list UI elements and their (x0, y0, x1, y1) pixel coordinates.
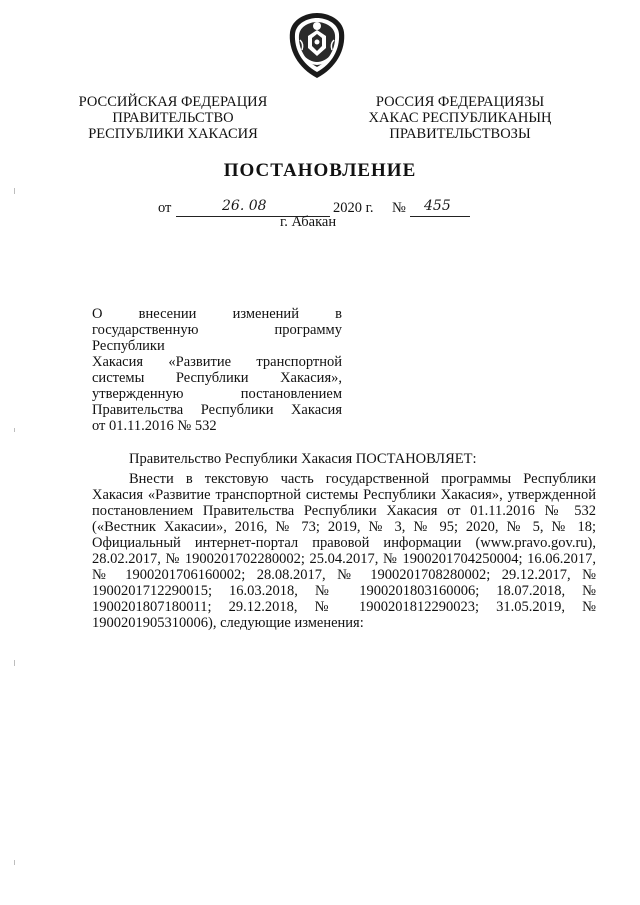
coat-of-arms-emblem (286, 10, 348, 82)
subject-line-3: Хакасия «Развитие транспортной (92, 354, 342, 370)
subject-line-2: государственную программу Республики (92, 322, 342, 354)
subject-line-6: Правительства Республики Хакасия (92, 402, 342, 418)
scan-mark (14, 660, 15, 666)
number-underline (410, 216, 470, 217)
handwritten-number: 455 (424, 198, 451, 214)
scan-mark (14, 188, 15, 194)
subject-line-4: системы Республики Хакасия», (92, 370, 342, 386)
subject-line-5: утвержденную постановлением (92, 386, 342, 402)
handwritten-date: 26. 08 (222, 198, 267, 214)
city-label: г. Абакан (280, 214, 337, 230)
header-right-line-1: РОССИЯ ФЕДЕРАЦИЯЗЫ (375, 94, 545, 110)
header-left-line-2: ПРАВИТЕЛЬСТВО (112, 110, 234, 126)
decree-body (92, 451, 596, 631)
year-label: 2020 г. (333, 200, 374, 216)
scan-mark (14, 428, 15, 432)
subject-line-7: от 01.11.2016 № 532 (92, 418, 217, 434)
header-left-russian (78, 94, 268, 142)
header-right-line-3: ПРАВИТЕЛЬСТВОЗЫ (389, 126, 531, 142)
document-title: ПОСТАНОВЛЕНИЕ (223, 160, 417, 181)
header-left-line-1: РОССИЙСКАЯ ФЕДЕРАЦИЯ (78, 94, 268, 110)
body-paragraph: Внести в текстовую часть государственной программы Республики Хакасия «Развитие транспортной системы Республики Хакасия», утвержденной постановлением Правительства Республики Хакасия от 01.11.2016 № 532 («Вестник Хакасии», 2016, № 73; 2019, № 3, № 95; 2020, № 5, № 18; Официальный интернет-портал правовой информации (www.pravo.gov.ru), 28.02.2017, № 1900201702280002; 25.04.2017, № 1900201704250004; 16.06.2017, № 1900201706160002; 28.08.2017, № 1900201708280002; 29.12.2017, № 1900201712290015; 16.03.2018, № 1900201803160006; 18.07.2018, № 1900201807180011; 29.12.2018, № 1900201812290023; 31.05.2019, № 1900201905310006), следующие изменения: (92, 471, 596, 631)
body-preamble: Правительство Республики Хакасия ПОСТАНОВЛЯЕТ: (129, 451, 477, 467)
date-prefix: от (158, 200, 172, 216)
scan-mark (14, 860, 15, 865)
header-left-line-3: РЕСПУБЛИКИ ХАКАСИЯ (88, 126, 258, 142)
number-sign: № (392, 200, 406, 216)
header-right-line-2: ХАКАС РЕСПУБЛИКАНЫҢ (368, 110, 552, 126)
subject-line-1: О внесении изменений в (92, 306, 342, 322)
decree-subject (92, 306, 342, 434)
header-right-khakas (360, 94, 560, 142)
